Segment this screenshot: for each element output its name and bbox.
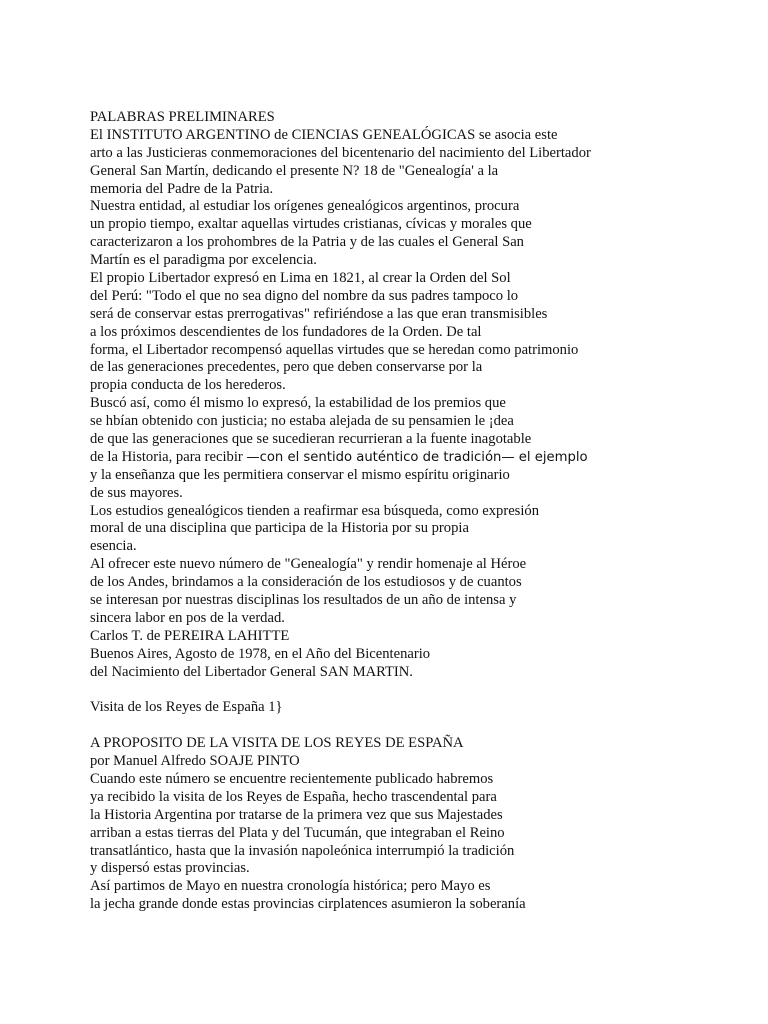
text-line: caracterizaron a los prohombres de la Patria y de las cuales el General San: [90, 234, 524, 251]
text-line: ya recibido la visita de los Reyes de España, hecho trascendental para: [90, 788, 497, 805]
text-line: Nuestra entidad, al estudiar los orígenes genealógicos argentinos, procura: [90, 198, 520, 215]
text-line: a los próximos descendientes de los fundadores de la Orden. De tal: [90, 323, 482, 340]
text-line: Los estudios genealógicos tienden a reafirmar esa búsqueda, como expresión: [90, 502, 540, 519]
blank-line: [90, 682, 710, 700]
place-date-continued: del Nacimiento del Libertador General SAN MARTIN.: [90, 663, 413, 680]
text-line: de sus mayores.: [90, 484, 183, 501]
text-segment-sans: —con el sentido auténtico de tradición— el ejemplo: [246, 449, 588, 465]
text-line: El INSTITUTO ARGENTINO de CIENCIAS GENEALÓGICAS se asocia este: [90, 126, 558, 143]
text-line: General San Martín, dedicando el presente N? 18 de "Genealogía' a la: [90, 162, 499, 179]
text-line: propia conducta de los herederos.: [90, 377, 286, 394]
text-line: Buscó así, como él mismo lo expresó, la estabilidad de los premios que: [90, 395, 506, 412]
signature: Carlos T. de PEREIRA LAHITTE: [90, 627, 290, 644]
text-line: y dispersó estas provincias.: [90, 860, 250, 877]
blank-line: [90, 717, 710, 735]
text-segment-serif: de la Historia, para recibir: [90, 448, 247, 465]
text-line: arto a las Justicieras conmemoraciones del bicentenario del nacimiento del Libertador: [90, 144, 591, 161]
text-line: arriban a estas tierras del Plata y del Tucumán, que integraban el Reino: [90, 824, 505, 841]
section-heading: PALABRAS PRELIMINARES: [90, 109, 275, 125]
text-line: Al ofrecer este nuevo número de "Genealogía" y rendir homenaje al Héroe: [90, 556, 527, 573]
text-line: la Historia Argentina por tratarse de la primera vez que sus Majestades: [90, 806, 503, 823]
text-line: de que las generaciones que se sucedieran recurrieran a la fuente inagotable: [90, 431, 532, 448]
text-line: Así partimos de Mayo en nuestra cronología histórica; pero Mayo es: [90, 878, 491, 895]
text-line: de los Andes, brindamos a la consideración de los estudiosos y de cuantos: [90, 574, 522, 591]
text-line: la jecha grande donde estas provincias cirplatences asumieron la soberanía: [90, 896, 526, 913]
article-title: A PROPOSITO DE LA VISITA DE LOS REYES DE ESPAÑA: [90, 735, 464, 752]
text-line: se hbían obtenido con justicia; no estaba alejada de su pensamien le ¡dea: [90, 413, 514, 430]
text-line: Cuando este número se encuentre recientemente publicado habremos: [90, 770, 494, 787]
text-line: y la enseñanza que les permitiera conservar el mismo espíritu originario: [90, 466, 510, 483]
place-date: Buenos Aires, Agosto de 1978, en el Año del Bicentenario: [90, 645, 431, 662]
text-line: sincera labor en pos de la verdad.: [90, 609, 285, 626]
text-line: se interesan por nuestras disciplinas los resultados de un año de intensa y: [90, 592, 517, 609]
text-line: un propio tiempo, exaltar aquellas virtudes cristianas, cívicas y morales que: [90, 216, 532, 233]
text-line: forma, el Libertador recompensó aquellas virtudes que se heredan como patrimonio: [90, 341, 579, 358]
section-heading: Visita de los Reyes de España 1}: [90, 699, 283, 716]
article-author: por Manuel Alfredo SOAJE PINTO: [90, 753, 300, 770]
text-line: transatlántico, hasta que la invasión napoleónica interrumpió la tradición: [90, 842, 515, 859]
document-page: [90, 109, 710, 914]
text-line: esencia.: [90, 538, 137, 555]
text-line: de las generaciones precedentes, pero que deben conservarse por la: [90, 359, 483, 376]
text-line: será de conservar estas prerrogativas" refiriéndose a las que eran transmisibles: [90, 305, 548, 322]
text-line: del Perú: "Todo el que no sea digno del nombre da sus padres tampoco lo: [90, 287, 519, 304]
text-line: El propio Libertador expresó en Lima en 1821, al crear la Orden del Sol: [90, 270, 511, 287]
text-line: Martín es el paradigma por excelencia.: [90, 252, 317, 269]
text-line: memoria del Padre de la Patria.: [90, 180, 274, 197]
text-line-mixed-font: [90, 449, 710, 467]
text-line: moral de una disciplina que participa de la Historia por su propia: [90, 520, 469, 537]
